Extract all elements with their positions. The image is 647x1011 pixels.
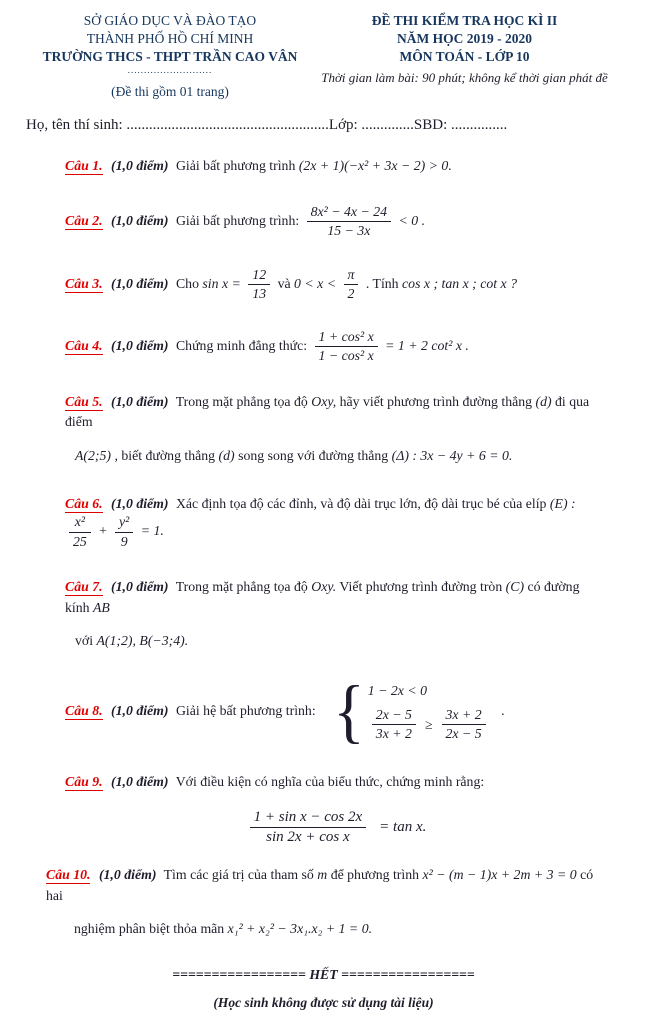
math-expression: (C) (505, 578, 525, 594)
denominator: 2x − 5 (445, 726, 482, 742)
question-text: Xác định tọa độ các đỉnh, và độ dài trục lớn, độ dài trục bé của elíp (175, 495, 547, 511)
fraction (69, 514, 91, 550)
fraction (344, 267, 359, 303)
math-expression: x² − (m − 1)x + 2m + 3 = 0 (422, 867, 577, 883)
math-expression: (E) : (549, 495, 576, 511)
question-points: (1,0 điểm) (111, 393, 169, 409)
question-text: đi qua điểm (65, 393, 590, 430)
math-expression: < 0 . (398, 213, 426, 229)
question-label: Câu 9. (65, 774, 103, 790)
fraction (250, 809, 367, 847)
duration-note: Thời gian làm bài: 90 phút; không kể thời gian phát đề (321, 70, 608, 86)
question-label: Câu 10. (46, 867, 91, 883)
numerator: y² (115, 514, 133, 532)
page-count-note: (Đề thi gồm 01 trang) (111, 84, 229, 100)
denominator: 1 − cos² x (318, 348, 374, 364)
question-text: Giải bất phương trình (175, 158, 296, 174)
question-points: (1,0 điểm) (111, 275, 169, 291)
math-expression: (d) (218, 448, 235, 464)
question-4 (65, 329, 607, 365)
denominator: sin 2x + cos x (266, 829, 350, 846)
question-6 (65, 494, 607, 550)
issuing-authority-block (38, 12, 302, 101)
math-expression: sin x = (202, 275, 241, 291)
numerator: 8x² − 4x − 24 (307, 204, 391, 222)
math-expression: AB (92, 599, 110, 615)
question-label: Câu 3. (65, 275, 103, 291)
question-5 (65, 392, 607, 467)
question-text: Viết phương trình đường tròn (339, 578, 503, 594)
city-line: THÀNH PHỐ HỒ CHÍ MINH (86, 31, 254, 47)
math-expression: Oxy. (311, 578, 337, 594)
system-row-2 (368, 707, 490, 743)
question-text: biết đường thẳng (121, 448, 216, 464)
equation-rhs: = tan x. (379, 819, 427, 836)
numerator: 1 + sin x − cos 2x (250, 809, 367, 829)
question-9 (65, 772, 607, 793)
sentence-period: . (501, 703, 505, 719)
numerator: π (344, 267, 359, 285)
question-text: song song với đường thẳng (238, 448, 389, 464)
question-10 (46, 865, 607, 940)
numerator: 12 (248, 267, 270, 285)
question-2 (65, 204, 607, 240)
question-points: (1,0 điểm) (111, 158, 169, 174)
exam-title: ĐỀ THI KIỂM TRA HỌC KÌ II (371, 13, 558, 28)
question-text: để phương trình (330, 867, 420, 883)
question-text: Với điều kiện có nghĩa của biểu thức, chứng minh rằng: (175, 774, 485, 790)
math-expression: 1 − 2x < 0 (367, 683, 428, 699)
fraction (315, 329, 378, 365)
math-expression: Oxy, (311, 393, 337, 409)
student-info-line: Họ, tên thí sinh: ......................................................Lớp: ..............SBD: ............... (26, 117, 508, 134)
numerator: x² (69, 514, 91, 532)
fraction (248, 267, 270, 303)
math-expression: = 1. (140, 523, 164, 539)
math-expression: A(2;5) , (75, 448, 118, 464)
question-points: (1,0 điểm) (111, 774, 169, 790)
exam-title-block (302, 12, 627, 101)
question-text: và (277, 275, 291, 291)
question-points: (1,0 điểm) (111, 703, 169, 719)
questions-section (0, 156, 647, 940)
department-line: SỞ GIÁO DỤC VÀ ĐÀO TẠO (83, 13, 257, 28)
fraction (307, 204, 391, 240)
question-points: (1,0 điểm) (98, 867, 157, 883)
question-text: Giải hệ bất phương trình: (175, 703, 316, 719)
fraction (372, 707, 416, 743)
denominator: 3x + 2 (375, 726, 412, 742)
question-text: Trong mặt phẳng tọa độ (175, 578, 308, 594)
denominator: 25 (73, 533, 87, 549)
numerator: 1 + cos² x (315, 329, 378, 347)
numerator: 3x + 2 (442, 707, 486, 725)
question-text: hãy viết phương trình đường thẳng (339, 393, 533, 409)
question-text: . Tính (365, 275, 399, 291)
math-expression: = 1 + 2 cot² x . (385, 338, 469, 354)
question-points: (1,0 điểm) (111, 495, 169, 511)
system-brace: { (333, 672, 365, 751)
question-text: Cho (175, 275, 199, 291)
question-label: Câu 2. (65, 213, 103, 229)
subject-grade: MÔN TOÁN - LỚP 10 (399, 49, 530, 65)
question-points: (1,0 điểm) (111, 213, 169, 229)
school-year: NĂM HỌC 2019 - 2020 (396, 31, 532, 47)
math-expression: 0 < x < (294, 275, 337, 291)
no-materials-note: (Học sinh không được sử dụng tài liệu) (213, 995, 434, 1011)
question-continuation (65, 446, 607, 467)
question-text: có hai (46, 867, 594, 903)
question-text: Giải bất phương trình: (175, 213, 300, 229)
question-text: Tìm các giá trị của tham số (163, 867, 314, 883)
denominator: 13 (252, 285, 267, 301)
question-label: Câu 4. (65, 338, 103, 354)
math-expression: + (98, 523, 108, 539)
question-points: (1,0 điểm) (111, 338, 169, 354)
question-8 (65, 672, 607, 751)
relation-symbol: ≥ (424, 716, 433, 732)
question-label: Câu 6. (65, 495, 103, 511)
math-expression: m (317, 867, 328, 883)
fraction (442, 707, 486, 743)
question-label: Câu 7. (65, 578, 103, 594)
question-text: Chứng minh đẳng thức: (175, 338, 308, 354)
question-9-equation (65, 809, 607, 847)
question-text: Trong mặt phẳng tọa độ (175, 393, 308, 409)
math-expression: x₁² + x₂² − 3x₁.x₂ + 1 = 0. (227, 921, 373, 937)
denominator: 9 (120, 533, 128, 549)
question-3 (65, 267, 607, 303)
question-label: Câu 8. (65, 703, 103, 719)
school-line: TRƯỜNG THCS - THPT TRẦN CAO VÂN (42, 49, 298, 65)
system-rows (368, 681, 490, 742)
math-expression: A(1;2), B(−3;4). (96, 633, 189, 649)
denominator: 2 (347, 285, 355, 301)
header-dotted-separator: .......................... (127, 65, 213, 76)
question-7 (65, 577, 607, 652)
numerator: 2x − 5 (372, 707, 416, 725)
math-expression: (2x + 1)(−x² + 3x − 2) > 0. (298, 158, 452, 174)
question-points: (1,0 điểm) (111, 578, 169, 594)
question-text: có đường kính (65, 578, 580, 615)
question-continuation (46, 919, 607, 940)
question-label: Câu 1. (65, 158, 103, 174)
question-1 (65, 156, 607, 177)
question-continuation (65, 631, 607, 652)
inequality-system (333, 672, 490, 751)
denominator: 15 − 3x (327, 223, 371, 239)
end-of-exam-line: ================= HẾT ================= (172, 967, 475, 983)
exam-header (0, 0, 647, 101)
question-text: nghiệm phân biệt thỏa mãn (74, 921, 225, 937)
question-label: Câu 5. (65, 393, 103, 409)
math-expression: (Δ) : 3x − 4y + 6 = 0. (391, 448, 513, 464)
fraction (115, 514, 133, 550)
math-expression: cos x ; tan x ; cot x ? (402, 275, 517, 291)
question-text: với (75, 633, 94, 649)
math-expression: (d) (535, 393, 552, 409)
